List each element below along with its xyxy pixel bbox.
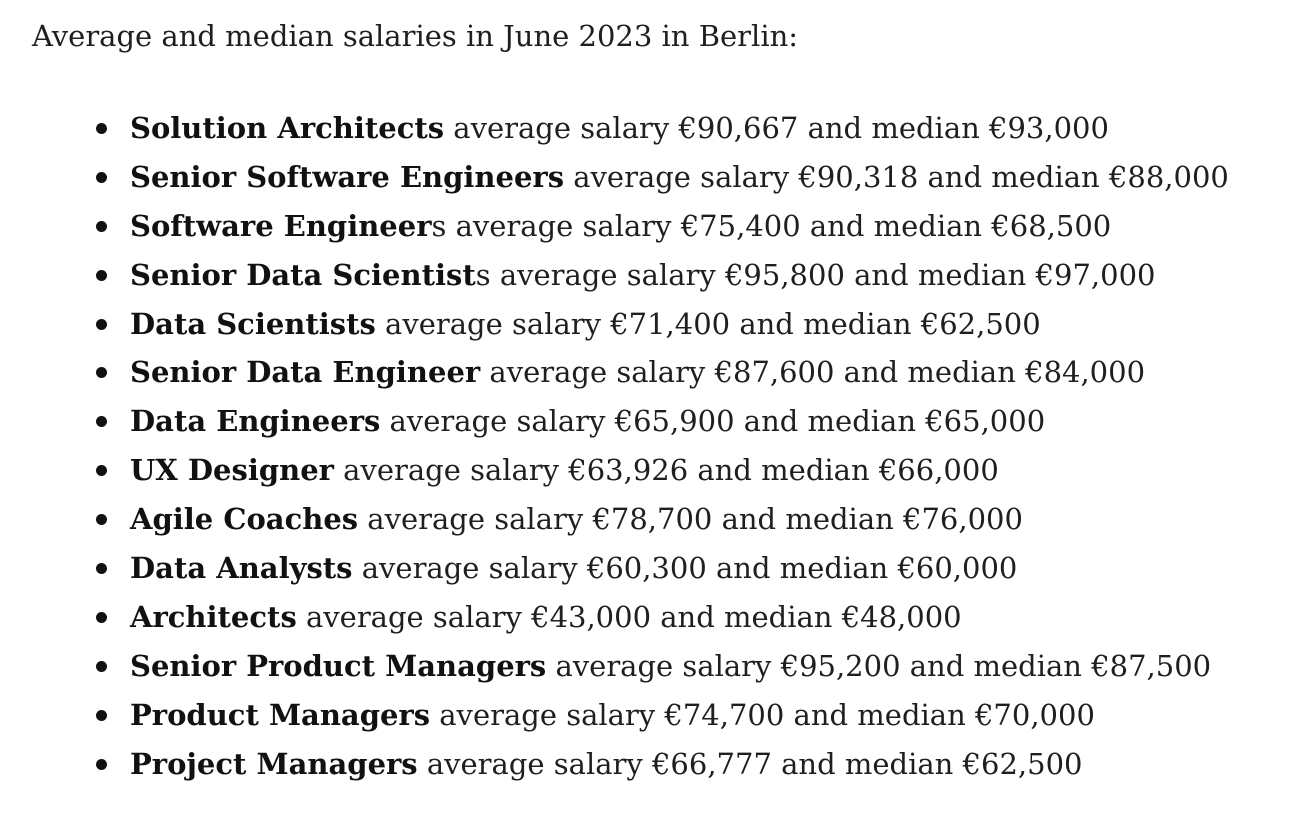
list-item	[32, 300, 1282, 349]
salary-text: average salary €87,600 and median €84,000	[480, 355, 1146, 390]
salary-list	[32, 104, 1282, 788]
bullet-icon	[96, 514, 107, 525]
list-item	[32, 446, 1282, 495]
bullet-icon	[96, 367, 107, 378]
bullet-icon	[96, 123, 107, 134]
role-name: Senior Data Scientist	[130, 257, 476, 292]
list-item	[32, 691, 1282, 740]
list-item	[32, 397, 1282, 446]
bullet-icon	[96, 563, 107, 574]
bullet-icon	[96, 319, 107, 330]
list-item	[32, 642, 1282, 691]
role-name: Senior Data Engineer	[130, 355, 481, 390]
salary-text: average salary €66,777 and median €62,500	[417, 746, 1083, 781]
salary-text: average salary €60,300 and median €60,000	[352, 551, 1018, 586]
bullet-icon	[96, 221, 107, 232]
role-name: Data Analysts	[130, 551, 353, 586]
bullet-icon	[96, 661, 107, 672]
salary-text: average salary €90,667 and median €93,000	[444, 111, 1109, 145]
list-item	[32, 153, 1282, 202]
salary-text: average salary €78,700 and median €76,000	[358, 502, 1023, 537]
bullet-icon	[96, 612, 107, 623]
role-name: Senior Software Engineers	[130, 159, 565, 194]
list-item	[32, 104, 1282, 153]
salary-text: average salary €95,800 and median €97,000	[490, 257, 1156, 292]
bullet-icon	[96, 416, 107, 427]
role-suffix: s	[475, 257, 491, 292]
role-name: UX Designer	[130, 453, 334, 488]
bullet-icon	[96, 759, 107, 770]
list-item	[32, 251, 1282, 300]
list-item	[32, 348, 1282, 397]
salary-text: average salary €65,900 and median €65,000	[380, 404, 1046, 439]
list-item	[32, 202, 1282, 251]
list-item	[32, 593, 1282, 642]
role-name: Data Scientists	[130, 306, 376, 341]
role-name: Senior Product Managers	[130, 648, 547, 683]
bullet-icon	[96, 270, 107, 281]
salary-text: average salary €95,200 and median €87,500	[546, 648, 1212, 683]
salary-text: average salary €71,400 and median €62,500	[375, 306, 1041, 341]
role-name: Architects	[130, 599, 297, 634]
role-suffix: s	[431, 208, 447, 243]
salary-text: average salary €90,318 and median €88,000	[564, 159, 1229, 194]
bullet-icon	[96, 710, 107, 721]
list-item	[32, 544, 1282, 593]
list-item	[32, 495, 1282, 544]
salary-document	[32, 14, 1282, 788]
list-item	[32, 740, 1282, 789]
role-name: Solution Architects	[130, 111, 445, 145]
salary-text: average salary €43,000 and median €48,000	[296, 599, 962, 634]
role-name: Software Engineer	[130, 208, 432, 243]
role-name: Data Engineers	[130, 404, 381, 439]
intro-text: Average and median salaries in June 2023 in Berlin:	[32, 19, 799, 53]
salary-text: average salary €74,700 and median €70,000	[430, 697, 1095, 732]
salary-text: average salary €63,926 and median €66,000	[333, 453, 999, 488]
bullet-icon	[96, 172, 107, 183]
role-name: Product Managers	[130, 697, 431, 732]
role-name: Agile Coaches	[130, 502, 359, 537]
salary-text: average salary €75,400 and median €68,500	[446, 208, 1112, 243]
bullet-icon	[96, 465, 107, 476]
role-name: Project Managers	[130, 746, 418, 781]
